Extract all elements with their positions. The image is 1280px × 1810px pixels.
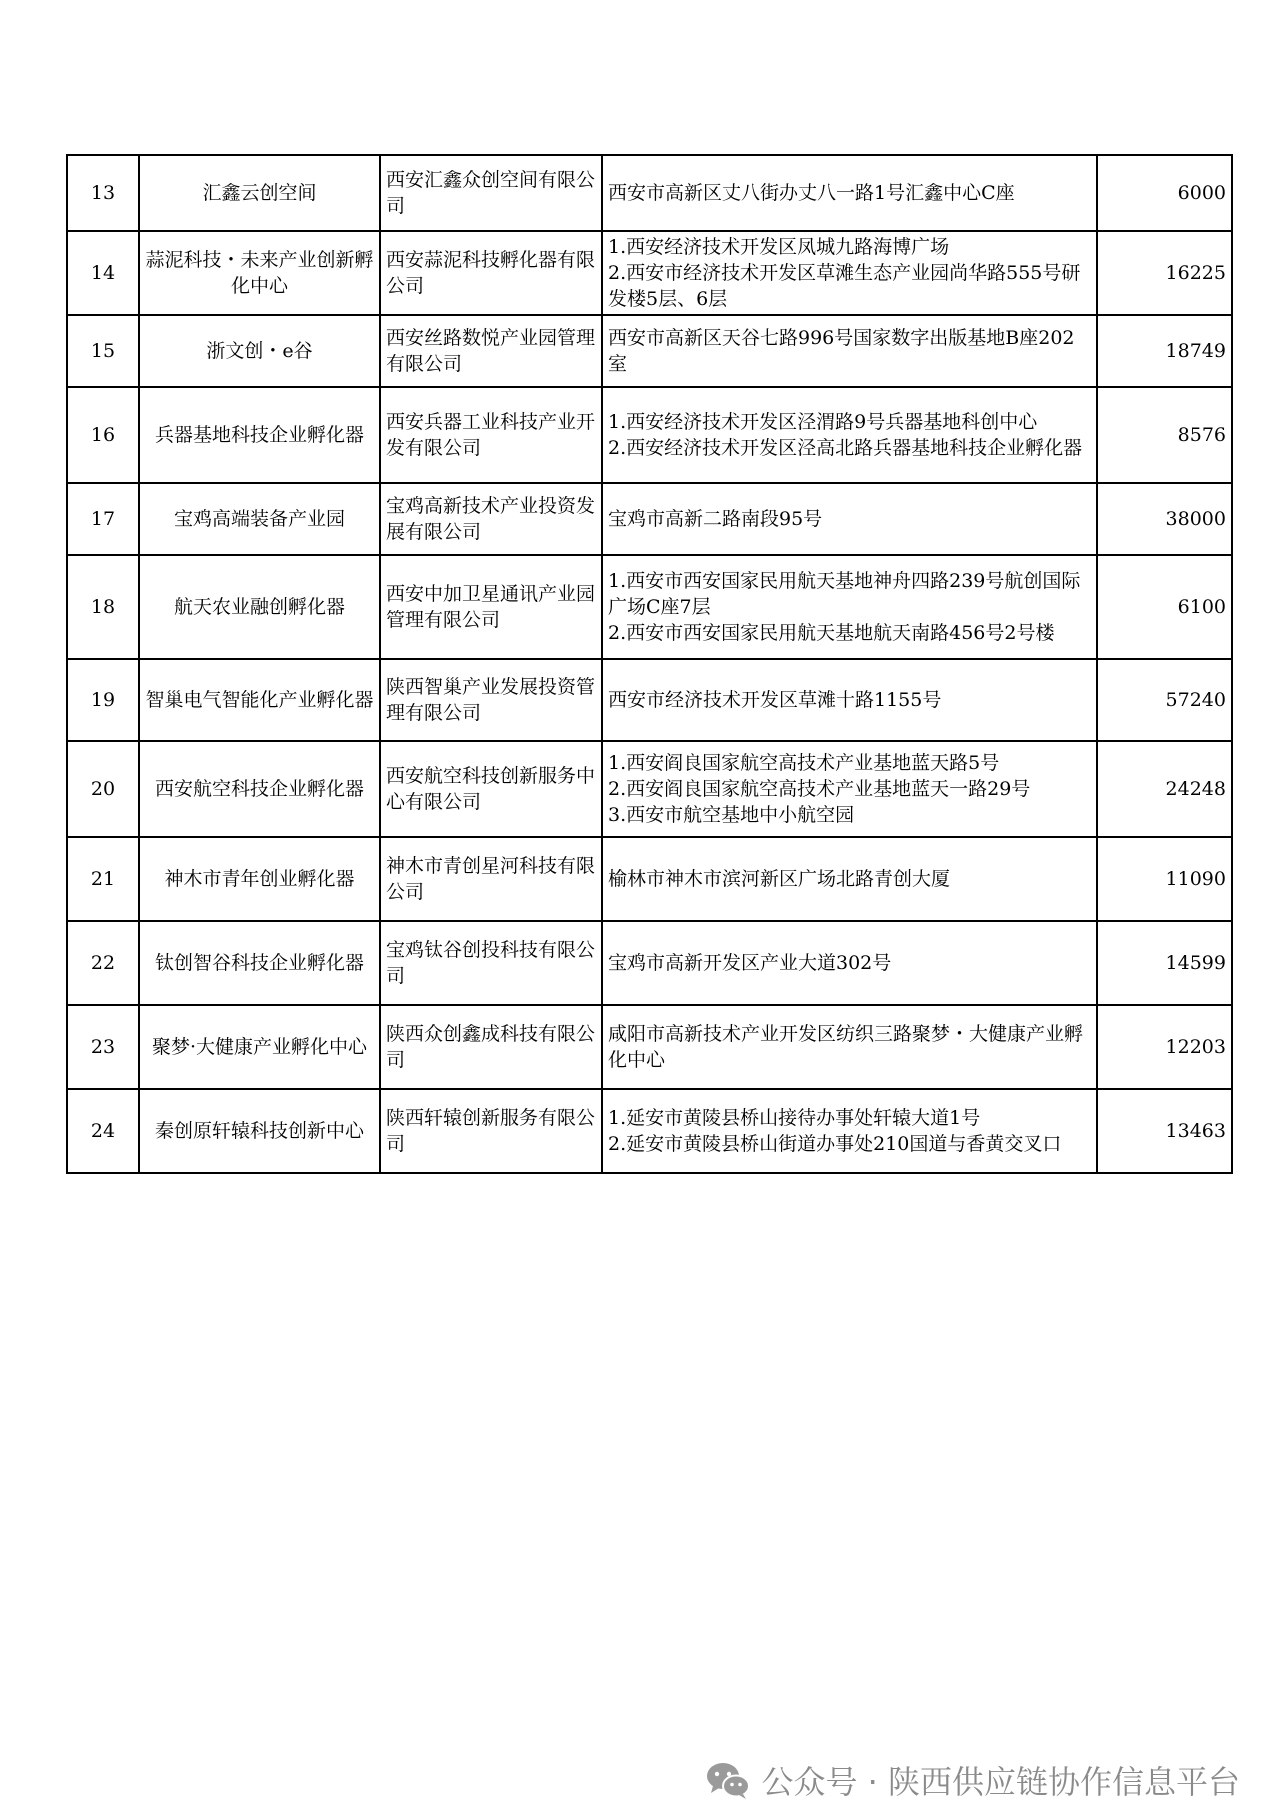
address: [602, 315, 1097, 387]
address: [602, 1005, 1097, 1089]
address-line: 2.西安经济技术开发区泾高北路兵器基地科技企业孵化器: [608, 437, 1083, 459]
incubator-name: 兵器基地科技企业孵化器: [139, 387, 380, 483]
incubator-name: 神木市青年创业孵化器: [139, 837, 380, 921]
address: [602, 741, 1097, 837]
address-line: 2.西安阎良国家航空高技术产业基地蓝天一路29号: [608, 778, 1031, 800]
address-line: 1.西安市西安国家民用航天基地神舟四路239号航创国际广场C座7层: [608, 570, 1081, 618]
table-row: [67, 837, 1232, 921]
table-row: [67, 231, 1232, 315]
address: [602, 387, 1097, 483]
address-line: 1.延安市黄陵县桥山接待办事处轩辕大道1号: [608, 1107, 981, 1129]
area-value: 6100: [1097, 555, 1232, 659]
address: [602, 483, 1097, 555]
operating-company: 陕西众创鑫成科技有限公司: [380, 1005, 602, 1089]
row-number: 15: [67, 315, 139, 387]
table-row: [67, 659, 1232, 741]
incubator-table: [66, 154, 1233, 1174]
row-number: 16: [67, 387, 139, 483]
area-value: 38000: [1097, 483, 1232, 555]
row-number: 24: [67, 1089, 139, 1173]
address: [602, 659, 1097, 741]
address-line: 宝鸡市高新开发区产业大道302号: [608, 952, 892, 974]
operating-company: 西安汇鑫众创空间有限公司: [380, 155, 602, 231]
address-line: 西安市经济技术开发区草滩十路1155号: [608, 689, 942, 711]
area-value: 13463: [1097, 1089, 1232, 1173]
address: [602, 155, 1097, 231]
address-line: 咸阳市高新技术产业开发区纺织三路聚梦・大健康产业孵化中心: [608, 1023, 1084, 1071]
wechat-icon: [705, 1760, 751, 1800]
incubator-name: 西安航空科技企业孵化器: [139, 741, 380, 837]
incubator-name: 汇鑫云创空间: [139, 155, 380, 231]
operating-company: 陕西智巢产业发展投资管理有限公司: [380, 659, 602, 741]
address-line: 2.西安市西安国家民用航天基地航天南路456号2号楼: [608, 622, 1055, 644]
incubator-name: 宝鸡高端装备产业园: [139, 483, 380, 555]
address-line: 宝鸡市高新二路南段95号: [608, 508, 823, 530]
address: [602, 921, 1097, 1005]
operating-company: 陕西轩辕创新服务有限公司: [380, 1089, 602, 1173]
table-row: [67, 315, 1232, 387]
table-row: [67, 483, 1232, 555]
incubator-name: 浙文创・e谷: [139, 315, 380, 387]
row-number: 17: [67, 483, 139, 555]
incubator-name: 蒜泥科技・未来产业创新孵化中心: [139, 231, 380, 315]
area-value: 8576: [1097, 387, 1232, 483]
area-value: 24248: [1097, 741, 1232, 837]
row-number: 19: [67, 659, 139, 741]
table-body: [67, 155, 1232, 1173]
table-row: [67, 921, 1232, 1005]
address-line: 1.西安经济技术开发区泾渭路9号兵器基地科创中心: [608, 411, 1038, 433]
area-value: 57240: [1097, 659, 1232, 741]
address-line: 1.西安阎良国家航空高技术产业基地蓝天路5号: [608, 752, 1000, 774]
incubator-name: 聚梦·大健康产业孵化中心: [139, 1005, 380, 1089]
area-value: 18749: [1097, 315, 1232, 387]
incubator-name: 钛创智谷科技企业孵化器: [139, 921, 380, 1005]
row-number: 22: [67, 921, 139, 1005]
operating-company: 神木市青创星河科技有限公司: [380, 837, 602, 921]
address-line: 榆林市神木市滨河新区广场北路青创大厦: [608, 868, 951, 890]
incubator-name: 秦创原轩辕科技创新中心: [139, 1089, 380, 1173]
table-row: [67, 1005, 1232, 1089]
row-number: 14: [67, 231, 139, 315]
operating-company: 西安航空科技创新服务中心有限公司: [380, 741, 602, 837]
address: [602, 1089, 1097, 1173]
operating-company: 宝鸡高新技术产业投资发展有限公司: [380, 483, 602, 555]
operating-company: 西安中加卫星通讯产业园管理有限公司: [380, 555, 602, 659]
table-row: [67, 555, 1232, 659]
table-row: [67, 155, 1232, 231]
area-value: 14599: [1097, 921, 1232, 1005]
address-line: 西安市高新区丈八街办丈八一路1号汇鑫中心C座: [608, 182, 1015, 204]
area-value: 6000: [1097, 155, 1232, 231]
table-row: [67, 387, 1232, 483]
row-number: 13: [67, 155, 139, 231]
row-number: 21: [67, 837, 139, 921]
operating-company: 西安丝路数悦产业园管理有限公司: [380, 315, 602, 387]
watermark-text: 公众号 · 陕西供应链协作信息平台: [761, 1763, 1240, 1801]
address-line: 2.西安市经济技术开发区草滩生态产业园尚华路555号研发楼5层、6层: [608, 262, 1081, 310]
incubator-name: 航天农业融创孵化器: [139, 555, 380, 659]
address: [602, 837, 1097, 921]
address-line: 2.延安市黄陵县桥山街道办事处210国道与香黄交叉口: [608, 1133, 1062, 1155]
area-value: 11090: [1097, 837, 1232, 921]
address-line: 3.西安市航空基地中小航空园: [608, 804, 855, 826]
operating-company: 西安蒜泥科技孵化器有限公司: [380, 231, 602, 315]
watermark: [640, 1755, 1240, 1805]
address: [602, 231, 1097, 315]
table-row: [67, 741, 1232, 837]
area-value: 16225: [1097, 231, 1232, 315]
incubator-name: 智巢电气智能化产业孵化器: [139, 659, 380, 741]
row-number: 23: [67, 1005, 139, 1089]
address: [602, 555, 1097, 659]
address-line: 西安市高新区天谷七路996号国家数字出版基地B座202室: [608, 327, 1075, 375]
table-row: [67, 1089, 1232, 1173]
area-value: 12203: [1097, 1005, 1232, 1089]
row-number: 20: [67, 741, 139, 837]
operating-company: 西安兵器工业科技产业开发有限公司: [380, 387, 602, 483]
address-line: 1.西安经济技术开发区凤城九路海博广场: [608, 236, 950, 258]
operating-company: 宝鸡钛谷创投科技有限公司: [380, 921, 602, 1005]
row-number: 18: [67, 555, 139, 659]
